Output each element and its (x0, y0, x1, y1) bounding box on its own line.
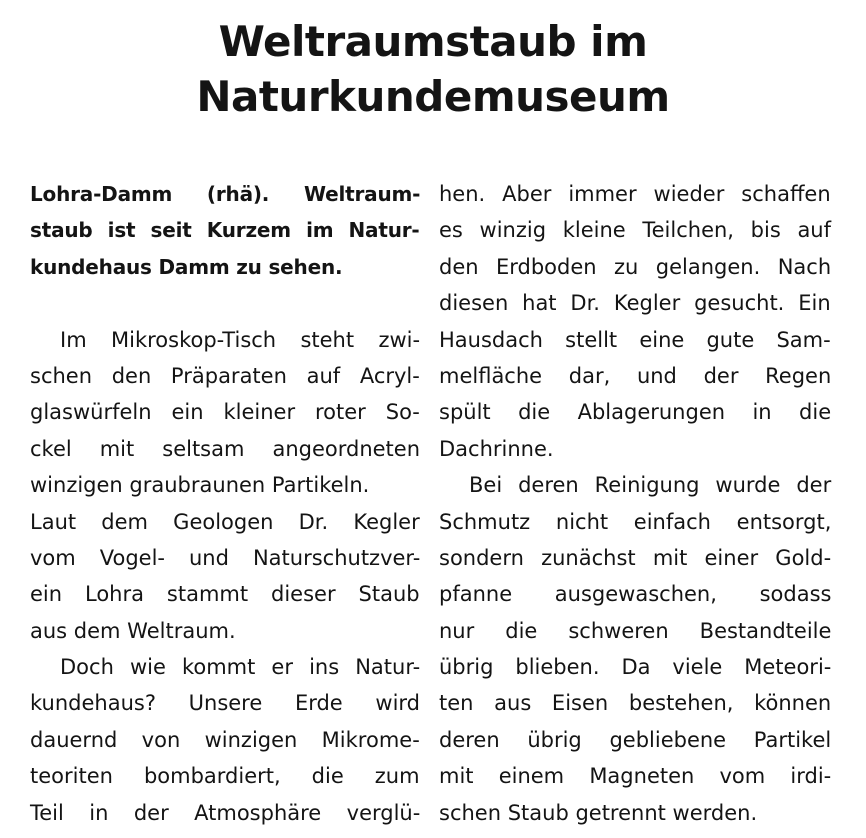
text-line: hen. Aber immer wieder schaffen (439, 182, 831, 206)
text-line: mit einem Magneten vom irdi- (439, 764, 832, 789)
text-line: es winzig kleine Teilchen, bis auf (439, 218, 832, 243)
text-line: schen den Präparaten auf Acryl- (30, 363, 420, 388)
text-line: Schmutz nicht einfach entsorgt, (439, 509, 832, 534)
text-line: schen Staub getrennt werden. (439, 800, 758, 825)
text-line: ein Lohra stammt dieser Staub (30, 582, 420, 607)
text-line: aus dem Weltraum. (30, 618, 236, 643)
text-line: Hausdach stellt eine gute Sam- (439, 327, 831, 352)
text-line: Im Mikroskop-Tisch steht zwi- (60, 327, 421, 352)
text-line: ckel mit seltsam angeordneten (30, 436, 421, 461)
text-line: ten aus Eisen bestehen, können (439, 691, 832, 716)
text-line: melfläche dar, und der Regen (439, 363, 832, 388)
text-line: Bei deren Reinigung wurde der (469, 473, 832, 498)
right-paragraph-1 (439, 176, 831, 467)
right-paragraph-2 (439, 467, 831, 831)
article-headline (0, 14, 866, 124)
text-line: sondern zunächst mit einer Gold- (439, 545, 832, 570)
left-paragraph-2 (30, 649, 420, 831)
text-line: Dachrinne. (439, 436, 554, 461)
text-line: diesen hat Dr. Kegler gesucht. Ein (439, 291, 831, 316)
text-line: winzigen graubraunen Partikeln. (30, 473, 370, 498)
headline-line-1: Weltraumstaub im (218, 17, 648, 66)
text-line: vom Vogel- und Naturschutzver- (30, 545, 421, 570)
text-line: deren übrig gebliebene Partikel (439, 727, 832, 752)
paragraph-gap (30, 285, 420, 321)
text-line: pfanne ausgewaschen, sodass (439, 582, 832, 607)
lead-line: staub ist seit Kurzem im Natur- (30, 218, 420, 243)
right-column (439, 176, 831, 831)
text-line: Teil in der Atmosphäre verglü- (30, 800, 421, 825)
text-line: kundehaus? Unsere Erde wird (30, 691, 421, 716)
text-line: teoriten bombardiert, die zum (30, 764, 420, 789)
text-line: nur die schweren Bestandteile (439, 618, 832, 643)
left-column (30, 176, 420, 831)
text-line: übrig blieben. Da viele Meteori- (439, 655, 832, 680)
text-line: glaswürfeln ein kleiner roter So- (30, 400, 420, 425)
text-line: den Erdboden zu gelangen. Nach (439, 254, 832, 279)
text-line: dauernd von winzigen Mikrome- (30, 727, 420, 752)
text-line: Laut dem Geologen Dr. Kegler (30, 509, 420, 534)
left-paragraph-1 (30, 322, 420, 650)
lead-line: Lohra-Damm (rhä). Weltraum- (30, 182, 421, 206)
lead-line: kundehaus Damm zu sehen. (30, 254, 343, 279)
headline-line-2: Naturkundemuseum (196, 72, 670, 121)
text-line: spült die Ablagerungen in die (439, 400, 832, 425)
text-line: Doch wie kommt er ins Natur- (60, 655, 421, 680)
